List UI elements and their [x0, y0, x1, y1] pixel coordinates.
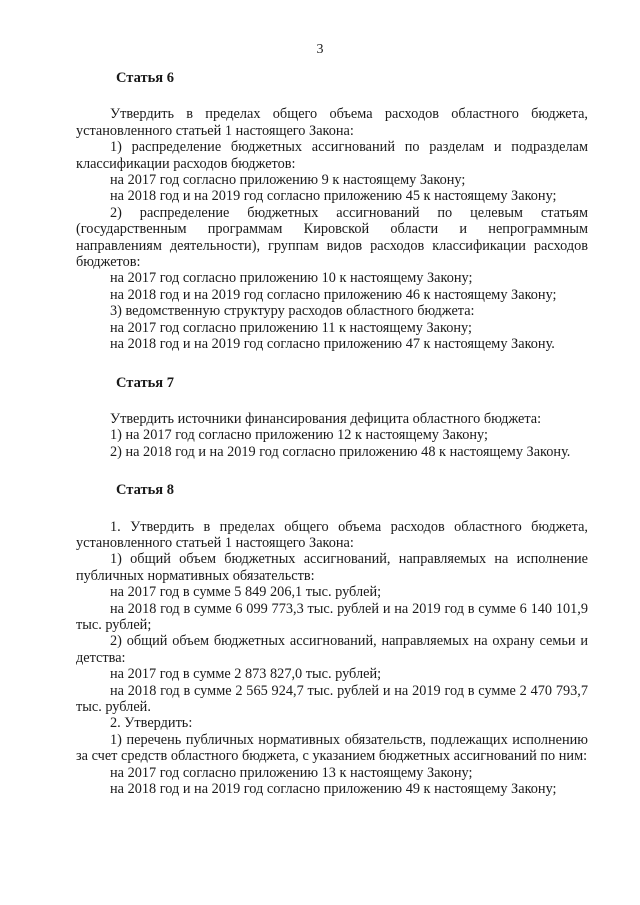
- document-body: [76, 70, 588, 819]
- paragraph: на 2017 год согласно приложению 11 к настоящему Закону;: [110, 319, 472, 336]
- paragraph: на 2018 год и на 2019 год согласно приложению 45 к настоящему Закону;: [110, 188, 557, 205]
- paragraph: 3) ведомственную структуру расходов областного бюджета:: [110, 303, 475, 320]
- article-heading: Статья 6: [116, 70, 174, 86]
- paragraph: на 2018 год в сумме 2 565 924,7 тыс. рублей и на 2019 год в сумме 2 470 793,7 тыс. рублей.: [76, 682, 588, 715]
- paragraph: 2) на 2018 год и на 2019 год согласно приложению 48 к настоящему Закону.: [110, 443, 571, 460]
- paragraph: 2) общий объем бюджетных ассигнований, направляемых на охрану семьи и детства:: [76, 633, 588, 666]
- paragraph: на 2018 год и на 2019 год согласно приложению 47 к настоящему Закону.: [110, 336, 555, 353]
- paragraph: 1) на 2017 год согласно приложению 12 к настоящему Закону;: [110, 427, 488, 444]
- paragraph: на 2018 год и на 2019 год согласно приложению 46 к настоящему Закону;: [110, 286, 557, 303]
- paragraph: на 2018 год в сумме 6 099 773,3 тыс. рублей и на 2019 год в сумме 6 140 101,9 тыс. рублей;: [76, 600, 588, 633]
- paragraph: 1) перечень публичных нормативных обязательств, подлежащих исполнению за счет средств областного бюджета, с указанием бюджетных ассигнований по ним:: [76, 731, 588, 765]
- paragraph: на 2017 год в сумме 5 849 206,1 тыс. рублей;: [110, 584, 382, 601]
- article-8: [76, 482, 588, 797]
- paragraph: Утвердить в пределах общего объема расходов областного бюджета, установленного статьей 1 настоящего Закона:: [76, 106, 588, 139]
- paragraph: на 2018 год и на 2019 год согласно приложению 49 к настоящему Закону;: [110, 781, 557, 798]
- paragraph: на 2017 год согласно приложению 9 к настоящему Закону;: [110, 172, 466, 189]
- paragraph: Утвердить источники финансирования дефицита областного бюджета:: [110, 410, 542, 427]
- paragraph: 1) распределение бюджетных ассигнований по разделам и подразделам классификации расходов бюджетов:: [76, 139, 588, 172]
- article-heading: Статья 8: [116, 482, 174, 499]
- paragraph: на 2017 год согласно приложению 13 к настоящему Закону;: [110, 764, 473, 781]
- article-7: [76, 375, 588, 461]
- article-heading: Статья 7: [116, 374, 174, 391]
- page-number: 3: [316, 42, 324, 57]
- article-6: [76, 70, 588, 353]
- paragraph: на 2017 год согласно приложению 10 к настоящему Закону;: [110, 270, 473, 287]
- paragraph: 1) общий объем бюджетных ассигнований, направляемых на исполнение публичных нормативных обязательств:: [76, 551, 588, 584]
- paragraph: на 2017 год в сумме 2 873 827,0 тыс. рублей;: [110, 666, 382, 683]
- paragraph: 2) распределение бюджетных ассигнований по целевым статьям (государственным программам Кировской области и непрограммным направлениям деятельности), группам видов расходов классификации расходов бюджетов:: [76, 204, 588, 271]
- paragraph: 2. Утвердить:: [110, 715, 193, 732]
- paragraph: 1. Утвердить в пределах общего объема расходов областного бюджета, установленного статьей 1 настоящего Закона:: [76, 518, 588, 551]
